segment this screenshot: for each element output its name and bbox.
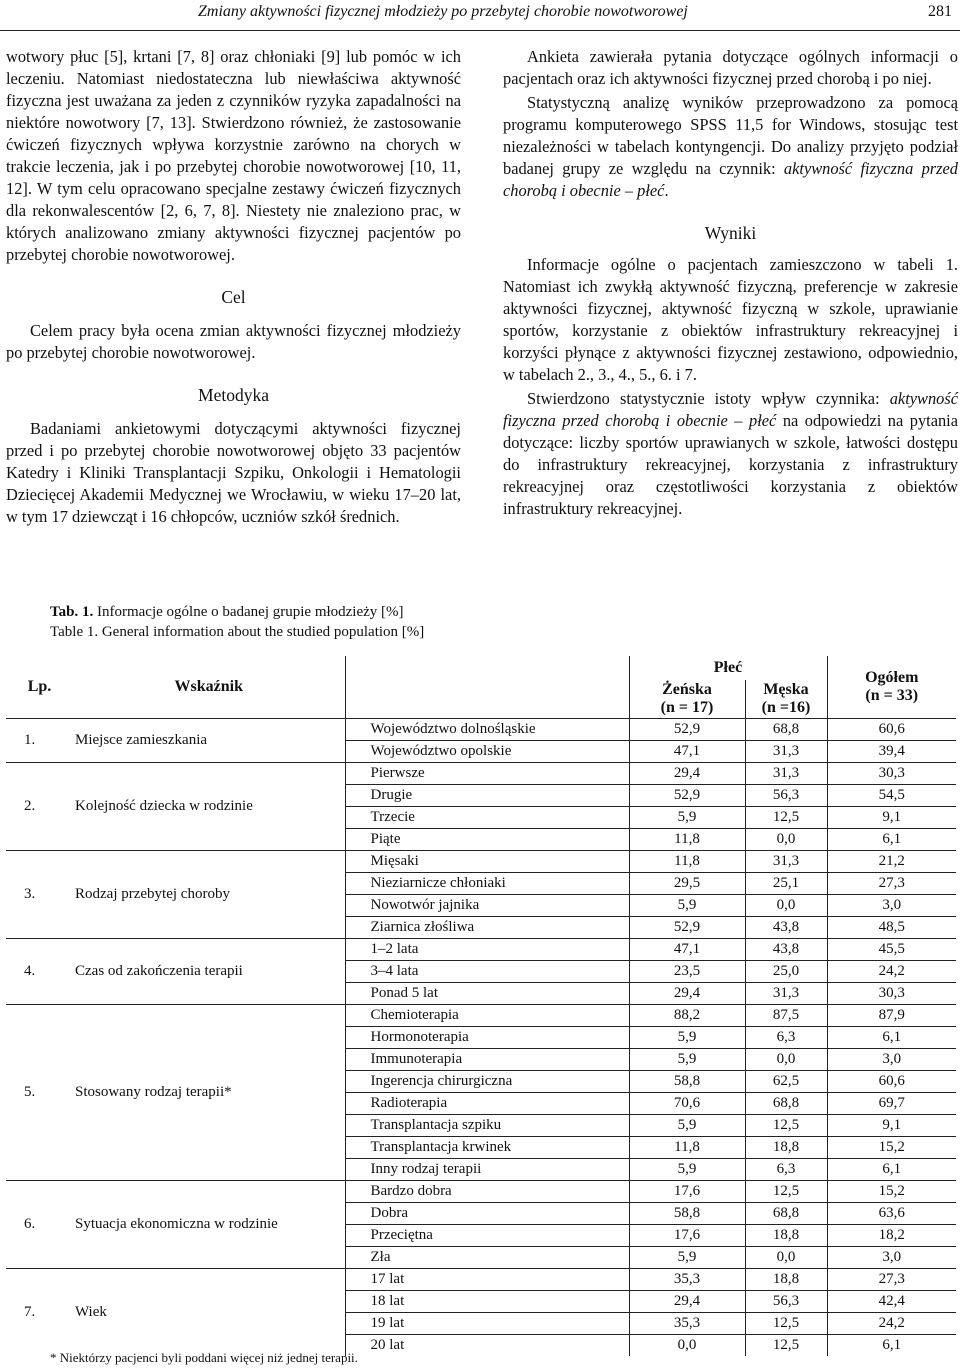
row-detail: Transplantacja szpiku	[345, 1115, 629, 1137]
value-female: 5,9	[629, 1247, 745, 1269]
row-detail: 19 lat	[345, 1313, 629, 1335]
header-blank	[345, 656, 629, 719]
value-total: 42,4	[827, 1291, 956, 1313]
row-lp: 3.	[6, 851, 73, 939]
value-male: 68,8	[745, 1093, 827, 1115]
value-male: 87,5	[745, 1005, 827, 1027]
row-detail: Województwo dolnośląskie	[345, 719, 629, 741]
value-female: 29,4	[629, 1291, 745, 1313]
header-meska-n: (n =16)	[761, 699, 811, 716]
row-detail: Nowotwór jajnika	[345, 895, 629, 917]
value-female: 52,9	[629, 719, 745, 741]
row-indicator: Miejsce zamieszkania	[73, 719, 345, 763]
row-detail: Ingerencja chirurgiczna	[345, 1071, 629, 1093]
heading-wyniki: Wyniki	[704, 223, 757, 243]
value-total: 60,6	[827, 719, 956, 741]
value-male: 43,8	[745, 917, 827, 939]
row-indicator: Kolejność dziecka w rodzinie	[73, 763, 345, 851]
analiza-end: .	[664, 181, 669, 200]
running-title: Zmiany aktywności fizycznej młodzieży po przebytej chorobie nowotworowej	[198, 3, 688, 20]
table-body	[6, 719, 956, 1357]
value-male: 12,5	[745, 1115, 827, 1137]
stwierdzono-end: na odpowiedzi na pytania dotyczące: liczby sportów uprawianych w szkole, łatwości dostępu do infrastruktury rekreacyjnej, korzystania z infrastruktury rekreacyjnej oraz częstotliwości korzystania z obiektów infrastruktury rekreacyjnej.	[503, 411, 958, 518]
header-zenska-label: Żeńska	[662, 681, 712, 698]
heading-metodyka: Metodyka	[198, 385, 269, 405]
value-female: 47,1	[629, 741, 745, 763]
value-female: 29,4	[629, 763, 745, 785]
running-header	[0, 0, 960, 31]
value-total: 9,1	[827, 807, 956, 829]
row-lp: 1.	[6, 719, 73, 763]
value-total: 3,0	[827, 1049, 956, 1071]
table-row	[6, 939, 956, 961]
value-female: 47,1	[629, 939, 745, 961]
row-detail: Nieziarnicze chłoniaki	[345, 873, 629, 895]
value-male: 68,8	[745, 719, 827, 741]
value-male: 0,0	[745, 829, 827, 851]
row-lp: 6.	[6, 1181, 73, 1269]
row-indicator: Wiek	[73, 1269, 345, 1357]
table-row	[6, 1269, 956, 1291]
stwierdzono-factor: aktywność fizyczna przed chorobą i obecnie – płeć	[503, 389, 958, 430]
value-male: 31,3	[745, 763, 827, 785]
value-female: 70,6	[629, 1093, 745, 1115]
value-male: 12,5	[745, 807, 827, 829]
value-female: 35,3	[629, 1269, 745, 1291]
table-row	[6, 851, 956, 873]
row-detail: Pierwsze	[345, 763, 629, 785]
row-detail: Zła	[345, 1247, 629, 1269]
row-detail: Trzecie	[345, 807, 629, 829]
value-total: 45,5	[827, 939, 956, 961]
value-female: 11,8	[629, 851, 745, 873]
header-ogolem	[827, 656, 956, 719]
value-total: 6,1	[827, 829, 956, 851]
value-female: 88,2	[629, 1005, 745, 1027]
value-total: 6,1	[827, 1335, 956, 1357]
row-detail: Województwo opolskie	[345, 741, 629, 763]
value-male: 6,3	[745, 1159, 827, 1181]
row-detail: Inny rodzaj terapii	[345, 1159, 629, 1181]
value-total: 9,1	[827, 1115, 956, 1137]
stwierdzono-text: Stwierdzono statystycznie istoty wpływ czynnika:	[527, 389, 890, 408]
header-ogolem-n: (n = 33)	[865, 687, 919, 704]
value-female: 17,6	[629, 1181, 745, 1203]
header-zenska-n: (n = 17)	[660, 699, 714, 716]
value-male: 68,8	[745, 1203, 827, 1225]
value-total: 6,1	[827, 1159, 956, 1181]
row-indicator: Stosowany rodzaj terapii*	[73, 1005, 345, 1181]
caption-pl	[50, 602, 424, 622]
value-total: 30,3	[827, 983, 956, 1005]
value-female: 0,0	[629, 1335, 745, 1357]
value-male: 0,0	[745, 895, 827, 917]
value-female: 5,9	[629, 1027, 745, 1049]
header-wskaznik: Wskaźnik	[174, 678, 243, 695]
heading-cel: Cel	[221, 287, 246, 307]
right-column	[503, 46, 958, 522]
value-total: 21,2	[827, 851, 956, 873]
value-male: 12,5	[745, 1181, 827, 1203]
row-detail: Immunoterapia	[345, 1049, 629, 1071]
row-indicator: Sytuacja ekonomiczna w rodzinie	[73, 1181, 345, 1269]
value-male: 31,3	[745, 983, 827, 1005]
row-detail: Piąte	[345, 829, 629, 851]
table-row	[6, 1181, 956, 1203]
value-total: 6,1	[827, 1027, 956, 1049]
row-detail: Chemioterapia	[345, 1005, 629, 1027]
paragraph-metodyka: Badaniami ankietowymi dotyczącymi aktywności fizycznej przed i po przebytej chorobie nowotworowej objęto 33 pacjentów Katedry i Kliniki Transplantacji Szpiku, Onkologii i Hematologii Dziecięcej Akademii Medycznej we Wrocławiu, w wieku 17–20 lat, w tym 17 dziewcząt i 16 chłopców, uczniów szkół średnich.	[6, 419, 461, 526]
row-indicator: Rodzaj przebytej choroby	[73, 851, 345, 939]
value-female: 5,9	[629, 1115, 745, 1137]
table-row	[6, 719, 956, 741]
value-total: 54,5	[827, 785, 956, 807]
row-detail: Hormonoterapia	[345, 1027, 629, 1049]
table-header	[6, 656, 956, 719]
value-total: 27,3	[827, 1269, 956, 1291]
value-female: 5,9	[629, 1159, 745, 1181]
value-total: 60,6	[827, 1071, 956, 1093]
analiza-factor: aktywność fizyczna przed chorobą i obecnie – płeć	[503, 159, 958, 200]
value-female: 29,5	[629, 873, 745, 895]
data-table	[6, 656, 956, 1356]
value-female: 23,5	[629, 961, 745, 983]
paragraph-cel: Celem pracy była ocena zmian aktywności fizycznej młodzieży po przebytej chorobie nowotworowej.	[6, 321, 461, 362]
paragraph-stwierdzono	[503, 388, 958, 520]
value-female: 11,8	[629, 1137, 745, 1159]
value-total: 24,2	[827, 1313, 956, 1335]
row-lp: 5.	[6, 1005, 73, 1181]
header-meska-label: Męska	[763, 681, 809, 698]
value-male: 18,8	[745, 1225, 827, 1247]
caption-en: Table 1. General information about the studied population [%]	[50, 624, 425, 640]
value-total: 3,0	[827, 895, 956, 917]
value-male: 43,8	[745, 939, 827, 961]
paragraph-ankieta: Ankieta zawierała pytania dotyczące ogólnych informacji o pacjentach oraz ich aktywności fizycznej przed chorobą i po niej.	[503, 47, 958, 88]
value-male: 18,8	[745, 1269, 827, 1291]
row-detail: 3–4 lata	[345, 961, 629, 983]
row-lp: 2.	[6, 763, 73, 851]
row-detail: Radioterapia	[345, 1093, 629, 1115]
header-meska	[745, 680, 827, 719]
value-male: 62,5	[745, 1071, 827, 1093]
analiza-text: Statystyczną analizę wyników przeprowadzono za pomocą programu komputerowego SPSS 11,5 for Windows, stosując test niezależności w tabelach kontyngencji. Do analizy przyjęto podział badanej grupy ze względu na czynnik:	[503, 93, 958, 178]
caption-pl-text: Informacje ogólne o badanej grupie młodzieży [%]	[93, 604, 404, 620]
value-total: 30,3	[827, 763, 956, 785]
footnote: * Niektórzy pacjenci byli poddani więcej niż jednej terapii.	[50, 1350, 358, 1365]
value-male: 25,0	[745, 961, 827, 983]
value-male: 6,3	[745, 1027, 827, 1049]
value-male: 25,1	[745, 873, 827, 895]
value-female: 35,3	[629, 1313, 745, 1335]
table-row	[6, 1005, 956, 1027]
row-detail: Transplantacja krwinek	[345, 1137, 629, 1159]
value-female: 52,9	[629, 917, 745, 939]
value-male: 0,0	[745, 1247, 827, 1269]
value-total: 3,0	[827, 1247, 956, 1269]
header-plec: Płeć	[629, 656, 827, 680]
row-detail: 1–2 lata	[345, 939, 629, 961]
value-male: 0,0	[745, 1049, 827, 1071]
value-total: 18,2	[827, 1225, 956, 1247]
row-detail: Ponad 5 lat	[345, 983, 629, 1005]
row-indicator: Czas od zakończenia terapii	[73, 939, 345, 1005]
value-female: 11,8	[629, 829, 745, 851]
row-lp: 7.	[6, 1269, 73, 1357]
value-male: 12,5	[745, 1313, 827, 1335]
row-detail: Ziarnica złośliwa	[345, 917, 629, 939]
row-detail: 17 lat	[345, 1269, 629, 1291]
value-female: 52,9	[629, 785, 745, 807]
value-total: 27,3	[827, 873, 956, 895]
value-female: 58,8	[629, 1203, 745, 1225]
table-row	[6, 763, 956, 785]
value-male: 18,8	[745, 1137, 827, 1159]
row-detail: Drugie	[345, 785, 629, 807]
row-detail: 18 lat	[345, 1291, 629, 1313]
row-detail: Bardzo dobra	[345, 1181, 629, 1203]
value-total: 24,2	[827, 961, 956, 983]
row-detail: Mięsaki	[345, 851, 629, 873]
paragraph-analiza	[503, 92, 958, 202]
value-female: 5,9	[629, 807, 745, 829]
header-lp: Lp.	[27, 678, 52, 695]
row-detail: Dobra	[345, 1203, 629, 1225]
header-ogolem-label: Ogółem	[865, 669, 919, 686]
value-female: 5,9	[629, 1049, 745, 1071]
table-caption	[50, 602, 424, 642]
caption-label: Tab. 1.	[50, 604, 94, 620]
value-total: 15,2	[827, 1181, 956, 1203]
row-detail: Przeciętna	[345, 1225, 629, 1247]
row-detail: 20 lat	[345, 1335, 629, 1357]
value-male: 12,5	[745, 1335, 827, 1357]
paragraph-intro: wotwory płuc [5], krtani [7, 8] oraz chłoniaki [9] lub pomóc w ich leczeniu. Natomiast niedostateczna lub niewłaściwa aktywność fizyczna jest uważana za jeden z czynników ryzyka zapadalności na niektóre nowotwory [7, 13]. Stwierdzono również, że zastosowanie ćwiczeń fizycznych wpływa korzystnie zarówno na chorych w trakcie leczenia, jak i po przebytej chorobie nowotworowej [10, 11, 12]. W tym celu opracowano specjalne zestawy ćwiczeń fizycznych dla rekonwalescentów [2, 6, 7, 8]. Niestety nie znaleziono prac, w których analizowano zmiany aktywności fizycznej pacjentów po przebytej chorobie nowotworowej.	[6, 47, 461, 264]
value-male: 56,3	[745, 785, 827, 807]
value-total: 15,2	[827, 1137, 956, 1159]
value-female: 58,8	[629, 1071, 745, 1093]
row-lp: 4.	[6, 939, 73, 1005]
paragraph-wyniki: Informacje ogólne o pacjentach zamieszczono w tabeli 1. Natomiast ich zwykłą aktywność fizyczną, preferencje w zakresie aktywności fizycznej, aktywność fizyczną w szkole, uprawianie sportów, korzystanie z obiektów infrastruktury rekreacyjnej i korzyści płynące z aktywności fizycznej zestawiono, odpowiednio, w tabelach 2., 3., 4., 5., 6. i 7.	[503, 255, 958, 384]
value-female: 17,6	[629, 1225, 745, 1247]
value-female: 29,4	[629, 983, 745, 1005]
value-total: 39,4	[827, 741, 956, 763]
page-number: 281	[928, 3, 952, 20]
value-female: 5,9	[629, 895, 745, 917]
value-total: 63,6	[827, 1203, 956, 1225]
left-column	[6, 46, 461, 530]
value-total: 48,5	[827, 917, 956, 939]
value-male: 31,3	[745, 741, 827, 763]
value-total: 69,7	[827, 1093, 956, 1115]
value-male: 31,3	[745, 851, 827, 873]
value-total: 87,9	[827, 1005, 956, 1027]
header-zenska	[629, 680, 745, 719]
value-male: 56,3	[745, 1291, 827, 1313]
